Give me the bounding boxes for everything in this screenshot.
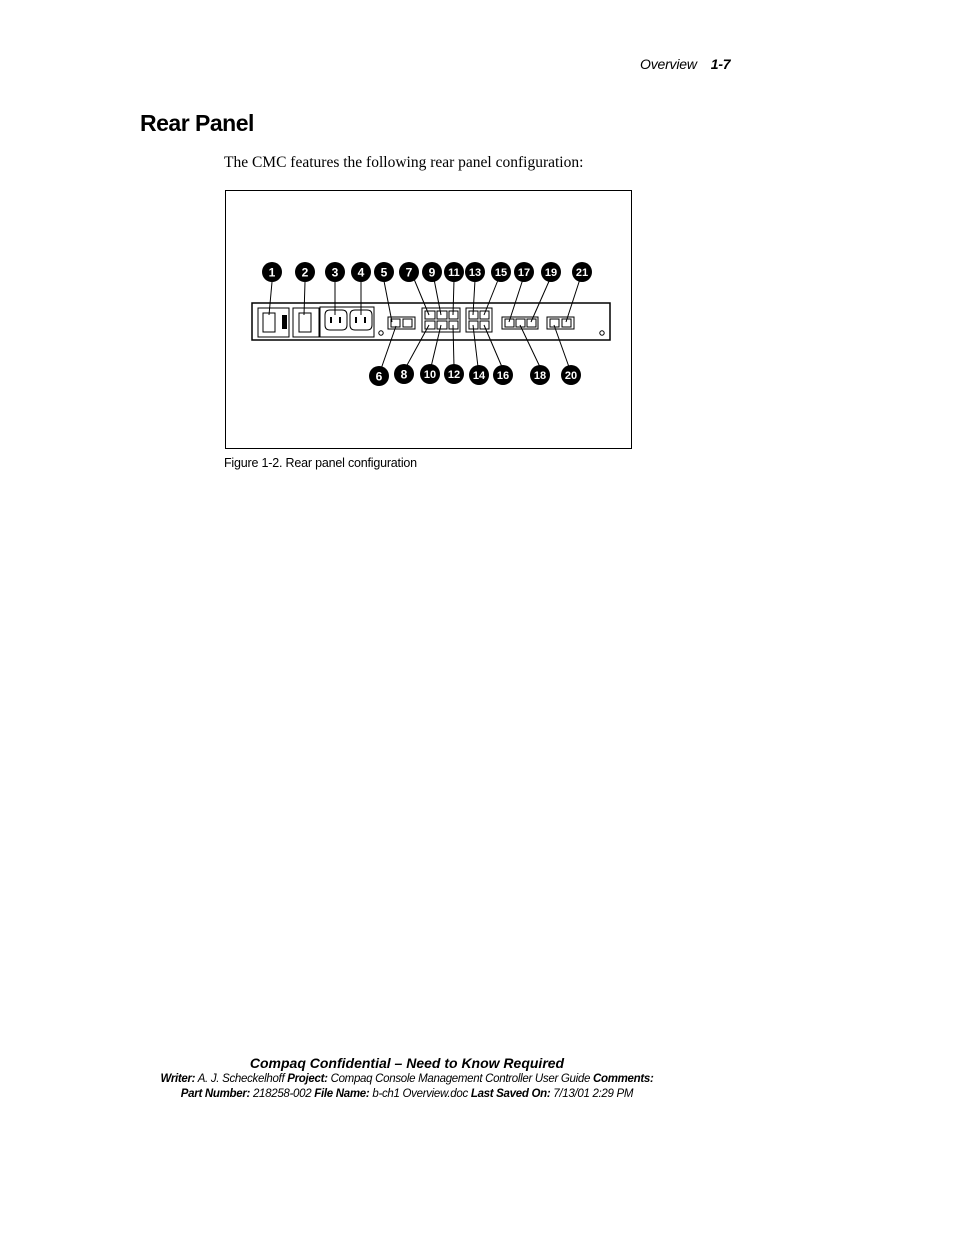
callouts-bottom — [369, 364, 581, 386]
callout-11 — [444, 262, 464, 282]
svg-text:2: 2 — [301, 265, 309, 280]
callout-15 — [491, 262, 511, 282]
footer-line-1 — [160, 1072, 654, 1087]
callouts-top — [262, 262, 592, 282]
callout-20 — [561, 365, 581, 385]
svg-text:7: 7 — [405, 265, 413, 280]
svg-text:3: 3 — [331, 265, 339, 280]
callout-18 — [530, 365, 550, 385]
svg-text:11: 11 — [448, 267, 460, 279]
callout-14 — [469, 365, 489, 385]
callout-12 — [444, 364, 464, 384]
page-header — [640, 56, 730, 72]
page-footer — [160, 1054, 654, 1102]
svg-text:10: 10 — [423, 369, 437, 381]
project-label: Project: — [287, 1073, 328, 1085]
last-saved-value: 7/13/01 2:29 PM — [553, 1088, 634, 1100]
svg-text:18: 18 — [533, 370, 547, 382]
svg-text:16: 16 — [496, 370, 510, 382]
intro-paragraph: The CMC features the following rear panel configuration: — [224, 154, 584, 171]
power-inlet-2 — [299, 313, 311, 332]
callout-4 — [351, 262, 371, 282]
svg-text:4: 4 — [357, 265, 365, 280]
svg-text:8: 8 — [400, 367, 408, 382]
callout-7 — [399, 262, 419, 282]
confidential-notice: Compaq Confidential – Need to Know Required — [249, 1055, 565, 1071]
callout-5 — [374, 262, 394, 282]
last-saved-label: Last Saved On: — [470, 1088, 551, 1100]
callout-9 — [422, 262, 442, 282]
ac-outlet-1 — [325, 310, 347, 330]
part-number-label: Part Number: — [180, 1088, 251, 1100]
callout-3 — [325, 262, 345, 282]
callout-19 — [541, 262, 561, 282]
svg-text:13: 13 — [468, 267, 482, 279]
callout-6 — [369, 366, 389, 386]
power-inlet-1 — [263, 313, 275, 332]
rear-panel-figure — [225, 190, 632, 449]
svg-text:15: 15 — [494, 267, 508, 279]
project-value: Compaq Console Management Controller User Guide — [330, 1073, 591, 1085]
header-section: Overview — [640, 56, 697, 72]
footer-line-2 — [160, 1087, 654, 1102]
callout-17 — [514, 262, 534, 282]
section-heading: Rear Panel — [140, 110, 254, 136]
svg-text:9: 9 — [428, 265, 436, 280]
callout-10 — [420, 364, 440, 384]
figure-caption: Figure 1-2. Rear panel configuration — [224, 456, 417, 470]
callout-13 — [465, 262, 485, 282]
svg-text:19: 19 — [544, 267, 558, 279]
callout-16 — [493, 365, 513, 385]
svg-text:6: 6 — [375, 369, 383, 384]
file-name-value: b-ch1 Overview.doc — [372, 1088, 468, 1100]
writer-label: Writer: — [160, 1073, 196, 1085]
file-name-label: File Name: — [314, 1088, 370, 1100]
callout-2 — [295, 262, 315, 282]
svg-text:12: 12 — [447, 369, 461, 381]
power-switch-1 — [282, 315, 287, 329]
svg-text:5: 5 — [380, 265, 388, 280]
callout-21 — [572, 262, 592, 282]
callout-8 — [394, 364, 414, 384]
svg-text:20: 20 — [564, 370, 578, 382]
writer-value: A. J. Scheckelhoff — [197, 1073, 285, 1085]
svg-text:14: 14 — [472, 370, 486, 382]
page-number: 1-7 — [710, 56, 731, 72]
callout-1 — [262, 262, 282, 282]
svg-text:21: 21 — [575, 267, 589, 279]
svg-text:17: 17 — [517, 267, 531, 279]
svg-text:1: 1 — [268, 265, 276, 280]
rear-panel-diagram — [226, 191, 633, 450]
comments-label: Comments: — [592, 1073, 654, 1085]
part-number-value: 218258-002 — [252, 1088, 312, 1100]
